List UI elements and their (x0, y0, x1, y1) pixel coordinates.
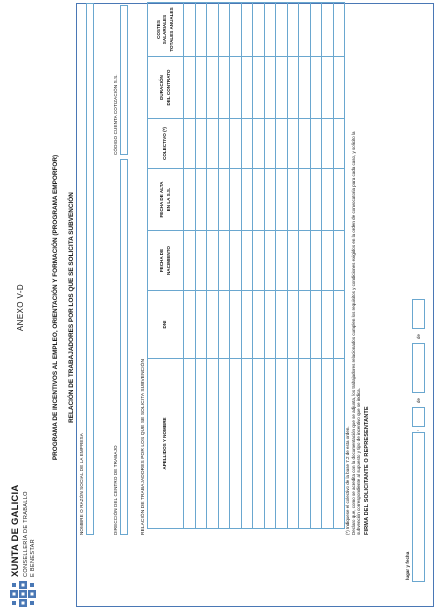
table-cell[interactable] (287, 231, 299, 291)
table-cell[interactable] (333, 57, 345, 119)
table-cell[interactable] (207, 57, 219, 119)
table-cell[interactable] (276, 231, 288, 291)
table-cell[interactable] (195, 169, 207, 231)
table-cell[interactable] (322, 119, 334, 169)
table-cell[interactable] (241, 57, 253, 119)
col-header-contract-duration: DURACIÓN DEL CONTRATO (148, 57, 184, 119)
table-cell[interactable] (230, 57, 242, 119)
col-header-name: APELLIDOS Y NOMBRE (148, 359, 184, 529)
table-cell[interactable] (241, 359, 253, 529)
workers-table-header-row (148, 3, 184, 529)
table-cell[interactable] (253, 169, 265, 231)
table-cell[interactable] (322, 3, 334, 57)
workers-table-body (184, 3, 345, 529)
table-cell[interactable] (333, 359, 345, 529)
table-row (253, 3, 265, 529)
program-title: PROGRAMA DE INCENTIVOS AL EMPLEO, ORIENTACIÓN Y FORMACIÓN (PROGRAMA EMPORFOR) (52, 154, 59, 461)
table-cell[interactable] (218, 119, 230, 169)
table-cell[interactable] (207, 169, 219, 231)
table-cell[interactable] (207, 359, 219, 529)
table-cell[interactable] (230, 119, 242, 169)
table-cell[interactable] (184, 359, 196, 529)
table-cell[interactable] (287, 119, 299, 169)
col-header-birth-date: FECHA DE NACIMIENTO (148, 231, 184, 291)
place-comma: , (414, 429, 420, 431)
table-cell[interactable] (333, 3, 345, 57)
table-cell[interactable] (322, 359, 334, 529)
table-cell[interactable] (184, 291, 196, 359)
table-cell[interactable] (195, 119, 207, 169)
table-cell[interactable] (299, 3, 311, 57)
xunta-logo (6, 484, 44, 607)
table-cell[interactable] (287, 291, 299, 359)
table-cell[interactable] (264, 291, 276, 359)
year-field[interactable] (412, 299, 425, 329)
table-cell[interactable] (310, 57, 322, 119)
table-cell[interactable] (322, 169, 334, 231)
table-cell[interactable] (230, 169, 242, 231)
col-header-group: COLECTIVO (*) (148, 119, 184, 169)
table-cell[interactable] (322, 291, 334, 359)
table-cell[interactable] (184, 231, 196, 291)
table-row (333, 3, 345, 529)
table-row (264, 3, 276, 529)
table-row (195, 3, 207, 529)
table-cell[interactable] (195, 291, 207, 359)
table-cell[interactable] (207, 231, 219, 291)
table-cell[interactable] (299, 231, 311, 291)
table-cell[interactable] (241, 169, 253, 231)
workers-table (147, 2, 345, 529)
table-cell[interactable] (299, 169, 311, 231)
table-cell[interactable] (218, 169, 230, 231)
month-field[interactable] (412, 343, 425, 393)
table-cell[interactable] (264, 169, 276, 231)
date-de-label-2: de (416, 333, 421, 339)
table-cell[interactable] (264, 3, 276, 57)
table-cell[interactable] (299, 119, 311, 169)
table-cell[interactable] (195, 3, 207, 57)
table-cell[interactable] (264, 359, 276, 529)
workers-table-caption: RELACIÓN DE TRABAJADORES POR LOS QUE SE SOLICITA SUBVENCIÓN (141, 358, 146, 535)
table-cell[interactable] (253, 291, 265, 359)
table-cell[interactable] (264, 119, 276, 169)
brand-title: XUNTA DE GALICIA (10, 484, 21, 577)
table-cell[interactable] (253, 231, 265, 291)
table-cell[interactable] (322, 57, 334, 119)
day-field[interactable] (412, 407, 425, 427)
table-cell[interactable] (184, 119, 196, 169)
table-cell[interactable] (184, 3, 196, 57)
table-cell[interactable] (333, 169, 345, 231)
table-cell[interactable] (218, 3, 230, 57)
table-cell[interactable] (218, 359, 230, 529)
table-cell[interactable] (253, 119, 265, 169)
table-cell[interactable] (310, 169, 322, 231)
xunta-cross-emblem-icon (10, 581, 40, 607)
table-cell[interactable] (195, 57, 207, 119)
col-header-salary-costs: COSTES SALARIALES TOTALES ANUALES (148, 3, 184, 57)
table-cell[interactable] (299, 359, 311, 529)
table-cell[interactable] (287, 57, 299, 119)
table-row (299, 3, 311, 529)
table-cell[interactable] (299, 57, 311, 119)
table-cell[interactable] (276, 359, 288, 529)
table-cell[interactable] (310, 119, 322, 169)
table-cell[interactable] (207, 291, 219, 359)
table-row (322, 3, 334, 529)
table-cell[interactable] (333, 119, 345, 169)
workplace-address-field[interactable] (120, 159, 128, 535)
declaration-text-line2: subvención correspondiente al supuesto y tipo de incentivo que se indica. (356, 388, 361, 535)
table-cell[interactable] (207, 119, 219, 169)
date-de-label-1: de (416, 397, 421, 403)
table-row (310, 3, 322, 529)
brand-subtitle-line1: CONSELLERÍA DE TRABALLO (23, 491, 29, 577)
signature-label: FIRMA DEL SOLICITANTE O REPRESENTANTE (364, 406, 370, 535)
table-cell[interactable] (184, 57, 196, 119)
table-cell[interactable] (230, 291, 242, 359)
declaration-text-line1: Declaro que, como se acredita con la documentación que se adjunta, los trabajadores relacionados cumplen los requisitos y condiciones exigidos en la orden de convocatoria para cada caso, y solicito la (351, 131, 356, 535)
table-cell[interactable] (218, 291, 230, 359)
table-row (287, 3, 299, 529)
table-cell[interactable] (310, 291, 322, 359)
table-cell[interactable] (333, 291, 345, 359)
company-name-field[interactable] (86, 3, 94, 535)
table-cell[interactable] (195, 231, 207, 291)
table-row (184, 3, 196, 529)
col-header-dni: DNI (148, 291, 184, 359)
table-cell[interactable] (276, 57, 288, 119)
table-cell[interactable] (264, 231, 276, 291)
ss-account-field[interactable] (120, 5, 128, 155)
company-name-label: NOMBRE O RAZÓN SOCIAL DE LA EMPRESA (79, 433, 84, 535)
place-field[interactable] (412, 429, 425, 582)
table-cell[interactable] (253, 57, 265, 119)
table-cell[interactable] (218, 57, 230, 119)
table-cell[interactable] (322, 231, 334, 291)
table-cell[interactable] (276, 291, 288, 359)
table-cell[interactable] (333, 231, 345, 291)
table-cell[interactable] (310, 359, 322, 529)
table-cell[interactable] (264, 57, 276, 119)
table-cell[interactable] (207, 3, 219, 57)
table-cell[interactable] (253, 359, 265, 529)
table-cell[interactable] (287, 359, 299, 529)
table-cell[interactable] (230, 3, 242, 57)
table-cell[interactable] (195, 359, 207, 529)
table-row (276, 3, 288, 529)
table-cell[interactable] (184, 169, 196, 231)
brand-subtitle-line2: E BENESTAR (30, 538, 36, 577)
table-cell[interactable] (218, 231, 230, 291)
workplace-address-label: DIRECCIÓN DEL CENTRO DE TRABAJO (113, 445, 118, 535)
footnote-text: (*) Indiquese el colectivo de la base 7.2 de esta orden. (345, 426, 350, 535)
col-header-ss-registration-date: FECHA DE ALTA EN LA S.S. (148, 169, 184, 231)
table-cell[interactable] (310, 231, 322, 291)
table-cell[interactable] (241, 3, 253, 57)
table-cell[interactable] (276, 119, 288, 169)
table-cell[interactable] (241, 231, 253, 291)
table-row (207, 3, 219, 529)
table-row (241, 3, 253, 529)
table-cell[interactable] (253, 3, 265, 57)
table-cell[interactable] (230, 359, 242, 529)
table-cell[interactable] (276, 3, 288, 57)
annex-title: ANEXO V-D (16, 283, 25, 332)
table-cell[interactable] (241, 291, 253, 359)
relation-title: RELACIÓN DE TRABAJADORES POR LOS QUE SE SOLICITA SUBVENCIÓN (68, 192, 75, 423)
ss-account-label: CÓDIGO CUENTA COTIZACIÓN S.S. (113, 74, 118, 155)
table-cell[interactable] (230, 231, 242, 291)
table-cell[interactable] (241, 119, 253, 169)
table-cell[interactable] (287, 3, 299, 57)
table-cell[interactable] (287, 169, 299, 231)
table-cell[interactable] (276, 169, 288, 231)
table-row (230, 3, 242, 529)
table-row (218, 3, 230, 529)
place-date-label: lugar y fecha (405, 551, 410, 580)
table-cell[interactable] (310, 3, 322, 57)
table-cell[interactable] (299, 291, 311, 359)
